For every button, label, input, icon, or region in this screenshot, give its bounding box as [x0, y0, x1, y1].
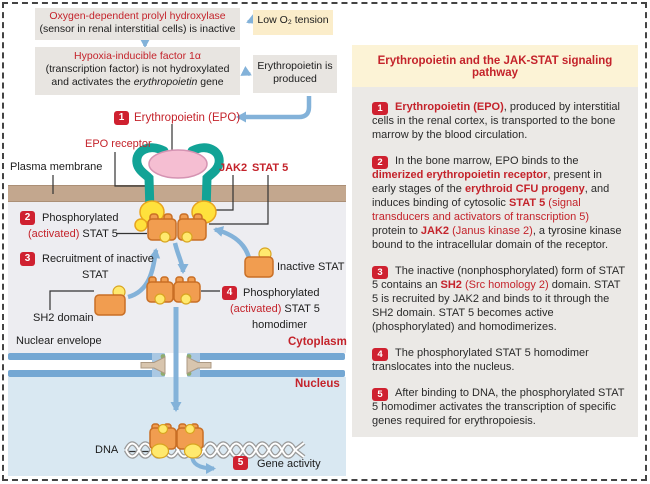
panel-text-4: The phosphorylated STAT 5 homodimer translocates into the nucleus. — [372, 347, 589, 373]
step-4-line2: (activated) STAT 5 — [230, 303, 320, 315]
panel-badge-3: 3 — [372, 266, 388, 279]
step-3-line2: STAT — [82, 269, 109, 281]
hif-box-line3: and activates the erythropoietin gene — [51, 76, 224, 88]
panel-text-1: Erythropoietin (EPO), produced by interstitial cells in the renal cortex, is transported to the bone marrow by the blood circulation. — [372, 101, 620, 141]
hydroxylase-box-body: (sensor in renal interstitial cells) is inactive — [39, 23, 236, 35]
panel-item-2 — [372, 154, 625, 252]
nuclear-pore-wall-left — [152, 353, 164, 377]
hif-box-title: Hypoxia-inducible factor 1α — [74, 50, 201, 62]
hydroxylase-box-title: Oxygen-dependent prolyl hydroxylase — [49, 10, 226, 22]
sh2-domain-label: SH2 domain — [33, 312, 94, 324]
plasma-membrane-label: Plasma membrane — [10, 161, 103, 173]
panel-badge-1: 1 — [372, 102, 388, 115]
hif-box — [35, 47, 240, 95]
panel-item-4 — [372, 346, 625, 374]
step-4-badge: 4 — [222, 286, 237, 300]
plasma-membrane-band — [8, 185, 346, 202]
step-2-line1: Phosphorylated — [42, 212, 119, 224]
hif-box-line2: (transcription factor) is not hydroxylated — [45, 63, 230, 75]
panel-text-3: The inactive (nonphosphorylated) form of STAT 5 contains an SH2 (Src homology 2) domain. STAT 5 is recruited by JAK2 and binds to it through the SH2 domain. STAT 5 becomes active (phosphorylated) and homodimerizes. — [372, 265, 625, 333]
panel-badge-2: 2 — [372, 156, 388, 169]
step-5-badge: 5 — [233, 456, 248, 470]
step-1-badge: 1 — [114, 111, 129, 125]
panel-item-3 — [372, 264, 625, 334]
panel-badge-5: 5 — [372, 388, 388, 401]
nuclear-envelope-graphic — [8, 353, 345, 377]
nuclear-pore-complex-left — [141, 357, 165, 374]
step-4-line1: Phosphorylated — [243, 287, 320, 299]
epo-receptor-label: EPO receptor — [85, 138, 152, 150]
nuclear-envelope-label: Nuclear envelope — [16, 335, 102, 347]
step-3-badge: 3 — [20, 252, 35, 266]
panel-title: Erythropoietin and the JAK-STAT signaling pathway — [352, 45, 638, 87]
panel-item-5 — [372, 386, 625, 428]
panel-text-2: In the bone marrow, EPO binds to the dimerized erythropoietin receptor, present in early stages of the erythroid CFU progeny, and induces binding of cytosolic STAT 5 (signal transducers and activators of transcription 5) protein to JAK2 (Janus kinase 2), a tyrosine kinase bound to the intracellular domain of the receptor. — [372, 155, 622, 251]
nuclear-pore-complex-right — [187, 357, 211, 374]
hydroxylase-box — [35, 8, 240, 40]
gene-activity-label: Gene activity — [257, 458, 321, 470]
low-o2-box: Low O₂ tension — [253, 10, 333, 35]
nucleus-label: Nucleus — [295, 378, 340, 390]
panel-badge-4: 4 — [372, 348, 388, 361]
panel-text-5: After binding to DNA, the phosphorylated STAT 5 homodimer activates the transcription of specific genes required for erythropoiesis. — [372, 387, 625, 427]
step-2-line2: (activated) STAT 5 — [28, 228, 118, 240]
step-2-badge: 2 — [20, 211, 35, 225]
cytoplasm-label: Cytoplasm — [288, 336, 347, 348]
panel-item-1 — [372, 100, 625, 142]
panel-body — [352, 87, 638, 437]
epo-label: Erythropoietin (EPO) — [134, 112, 241, 124]
step-4-line3: homodimer — [252, 319, 308, 331]
info-panel — [352, 45, 638, 448]
inactive-stat-label: Inactive STAT — [277, 261, 345, 273]
nuclear-pore-wall-right — [188, 353, 200, 377]
jak2-label: JAK2 — [219, 162, 248, 174]
arrow-epo-produced-to-epo — [238, 96, 309, 117]
step-3-line1: Recruitment of inactive — [42, 253, 154, 265]
epo-produced-box: Erythropoietin is produced — [253, 55, 337, 93]
epo-ligand — [149, 150, 207, 178]
stat5-label: STAT 5 — [252, 162, 289, 174]
arrow-hif-to-epo-produced — [244, 72, 250, 75]
dna-label: DNA — [95, 444, 119, 456]
